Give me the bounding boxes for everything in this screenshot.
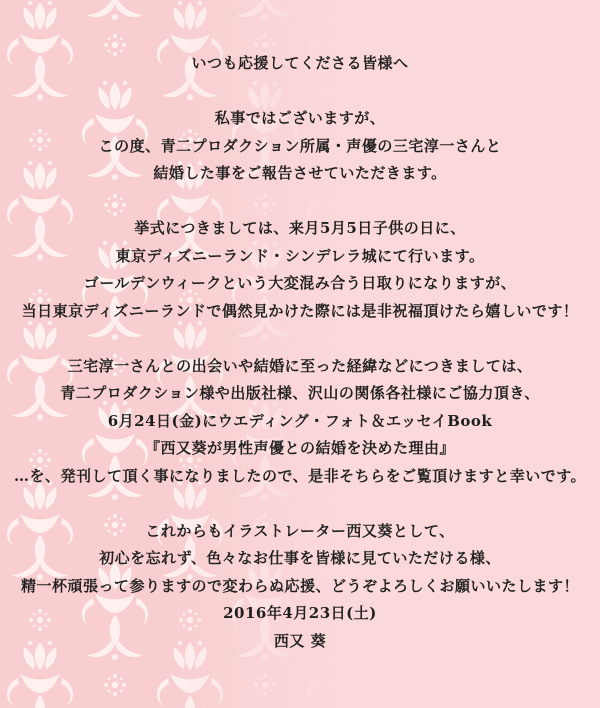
closing-block [0,600,600,655]
text-line: ゴールデンウィークという大変混み合う日取りになりますが、 [83,274,517,292]
text-line: 挙式につきましては、来月5月5日子供の日に、 [134,219,466,237]
text-line: この度、青二プロダクション所属・声優の三宅淳一さんと [98,136,502,155]
text-line: 結婚した事をご報告させていただきます。 [153,164,447,182]
letter-paragraphs [0,105,600,600]
text-line: 当日東京ディズニーランドで偶然見かけた際には是非祝福頂けたら嬉しいです！ [21,301,579,320]
text-line: 初心を忘れず、色々なお仕事を皆様に見ていただける様、 [99,549,501,567]
paragraph-3 [0,518,600,601]
date-line: 2016年4月23日(土) [223,604,377,622]
paragraph-1 [0,215,600,325]
text-line: 『西又葵が男性声優との結婚を決めた理由』 [144,439,455,457]
text-line: 私事ではございますが、 [214,109,386,127]
signature-line: 西又 葵 [273,631,327,650]
paragraph-2 [0,353,600,491]
text-line: 精一杯頑張って参りますので変わらぬ応援、どうぞよろしくお願いいたします！ [20,576,579,595]
text-line: これからもイラストレーター西又葵として、 [145,521,455,540]
text-line: 6月24日(金)にウエディング・フォト＆エッセイBook [107,411,493,430]
text-line: いつも応援してくださる皆様へ [191,54,409,72]
text-line: 青二プロダクション様や出版社様、沢山の関係各社様にご協力頂き、 [60,384,540,402]
greeting-line [0,50,600,78]
text-line: 三宅淳一さんとの出会いや結婚に至った経緯などにつきましては、 [67,356,533,375]
text-line: 東京ディズニーランド・シンデレラ城にて行います。 [115,246,485,265]
text-line: …を、発刊して頂く事になりましたので、是非そちらをご覧頂けますと幸いです。 [13,466,586,485]
paragraph-0 [0,105,600,188]
